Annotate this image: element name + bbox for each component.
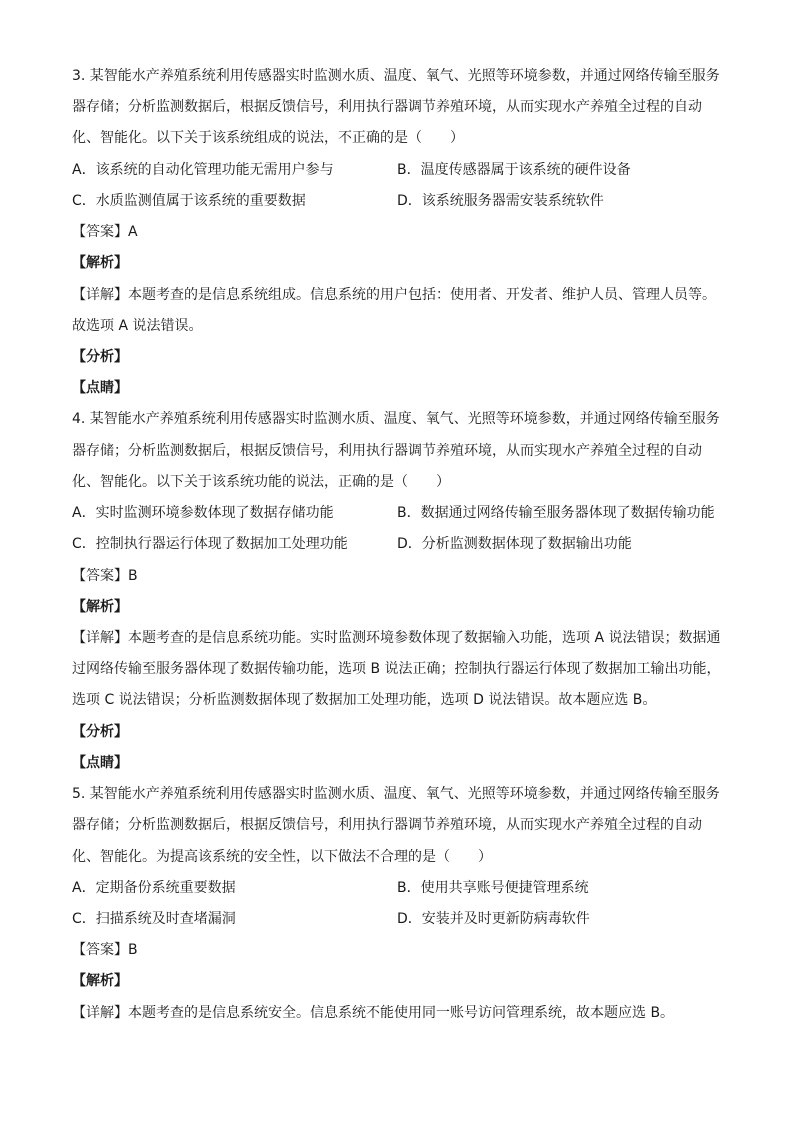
q4-detail-line-3: 选项 C 说法错误；分析监测数据体现了数据加工处理功能，选项 D 说法错误。故本题应选 B。 [72,692,657,708]
q3-stem-line-2: 器存储；分析监测数据后，根据反馈信号，利用执行器调节养殖环境，从而实现水产养殖全过程的自动 [72,99,702,115]
q5-answer: 【答案】B [72,942,138,958]
q3-option-b: B．温度传感器属于该系统的硬件设备 [397,162,631,178]
q4-stem-line-1: 4. 某智能水产养殖系统利用传感器实时监测水质、温度、氧气、光照等环境参数，并通过网络传输至服务 [72,411,720,427]
q5-option-a: A．定期备份系统重要数据 [72,880,236,896]
q4-option-c: C．控制执行器运行体现了数据加工处理功能 [72,536,348,552]
q5-option-c: C．扫描系统及时查堵漏洞 [72,911,236,927]
q4-option-a: A．实时监测环境参数体现了数据存储功能 [72,505,334,521]
q3-dianjing-heading: 【点睛】 [72,380,128,396]
q3-option-c: C．水质监测值属于该系统的重要数据 [72,193,306,209]
q5-stem-line-1: 5. 某智能水产养殖系统利用传感器实时监测水质、温度、氧气、光照等环境参数，并通过网络传输至服务 [72,786,720,802]
q4-detail-line-2: 过网络传输至服务器体现了数据传输功能，选项 B 说法正确；控制执行器运行体现了数据加工输出功能， [72,661,721,677]
q3-answer: 【答案】A [72,224,138,240]
q3-stem-line-3: 化、智能化。以下关于该系统组成的说法，不正确的是（ ） [72,130,464,146]
q3-detail-line-2: 故选项 A 说法错误。 [72,318,203,334]
q4-fenxi-heading: 【分析】 [72,724,128,740]
q4-detail-line-1: 【详解】本题考查的是信息系统功能。实时监测环境参数体现了数据输入功能，选项 A 说法错误；数据通 [72,630,721,646]
q5-stem-line-3: 化、智能化。为提高该系统的安全性，以下做法不合理的是（ ） [72,849,492,865]
q4-jiexi-heading: 【解析】 [72,599,128,615]
q3-option-d: D．该系统服务器需安装系统软件 [397,193,604,209]
q3-stem-line-1: 3. 某智能水产养殖系统利用传感器实时监测水质、温度、氧气、光照等环境参数，并通过网络传输至服务 [72,68,720,84]
q4-stem-line-2: 器存储；分析监测数据后，根据反馈信号，利用执行器调节养殖环境，从而实现水产养殖全过程的自动 [72,443,702,459]
q4-option-b: B．数据通过网络传输至服务器体现了数据传输功能 [397,505,715,521]
q4-stem-line-3: 化、智能化。以下关于该系统功能的说法，正确的是（ ） [72,474,450,490]
q4-option-d: D．分析监测数据体现了数据输出功能 [397,536,632,552]
q5-option-d: D．安装并及时更新防病毒软件 [397,911,590,927]
q3-jiexi-heading: 【解析】 [72,255,128,271]
q3-option-a: A．该系统的自动化管理功能无需用户参与 [72,162,334,178]
q5-jiexi-heading: 【解析】 [72,973,128,989]
q5-stem-line-2: 器存储；分析监测数据后，根据反馈信号，利用执行器调节养殖环境，从而实现水产养殖全过程的自动 [72,817,702,833]
q3-detail-line-1: 【详解】本题考查的是信息系统组成。信息系统的用户包括：使用者、开发者、维护人员、管理人员等。 [72,287,716,303]
q4-answer: 【答案】B [72,568,138,584]
q5-option-b: B．使用共享账号便捷管理系统 [397,880,589,896]
q3-fenxi-heading: 【分析】 [72,349,128,365]
q5-detail-line-1: 【详解】本题考查的是信息系统安全。信息系统不能使用同一账号访问管理系统，故本题应选 B。 [72,1005,675,1021]
q4-dianjing-heading: 【点睛】 [72,755,128,771]
